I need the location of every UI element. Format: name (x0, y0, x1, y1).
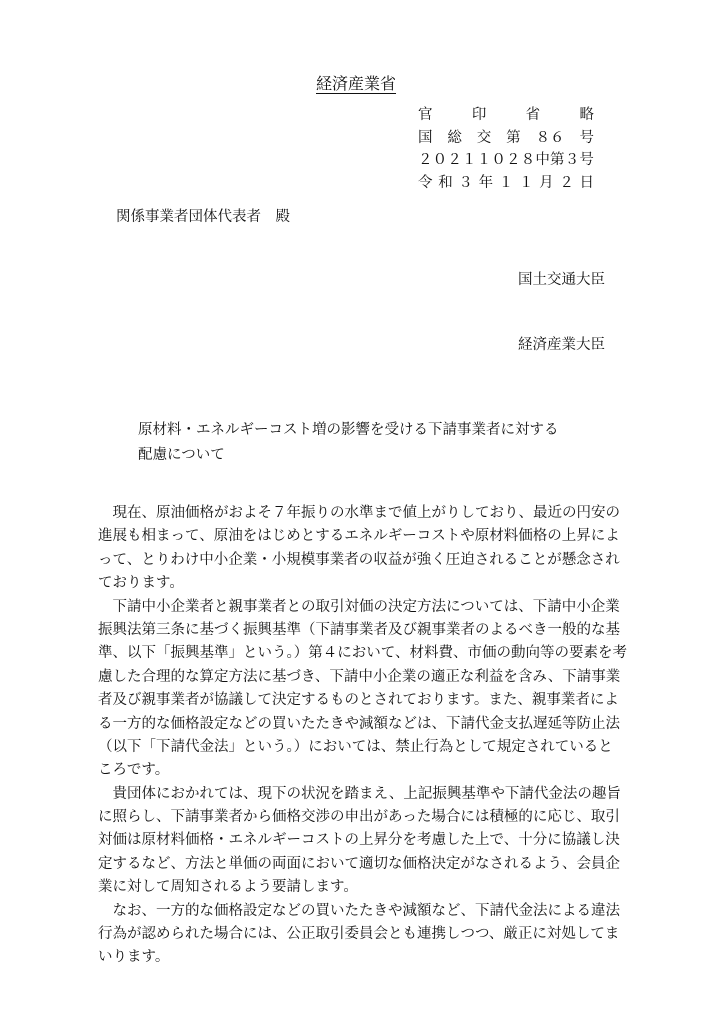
sender-meti-minister: 経済産業大臣 (518, 337, 605, 353)
sender-mlit-minister: 国土交通大臣 (518, 272, 605, 288)
doc-char: ８ (520, 152, 536, 168)
body-line: 準、以下「振興基準」という。）第４において、材料費、市価の動向等の要素を考 (98, 645, 627, 662)
doc-char: 官 (418, 107, 433, 123)
doc-char: 国 (418, 129, 433, 146)
doc-char: 和 (438, 174, 453, 191)
body-line: る一方的な価格設定などの買いたたきや減額などは、下請代金支払遅延等防止法 (98, 715, 620, 732)
doc-char: 第 (506, 129, 521, 146)
doc-char: １ (462, 152, 477, 168)
subject (138, 418, 618, 468)
doc-line-number (418, 127, 594, 150)
doc-char: ３ (458, 174, 473, 191)
body-line: 行為が認められた場合には、公正取引委員会とも連携しつつ、厳正に対処してま (98, 926, 620, 943)
body-line: 貴団体におかれては、現下の状況を踏まえ、上記振興基準や下請代金法の趣旨 (98, 785, 621, 802)
subject-line-1: 原材料・エネルギーコスト増の影響を受ける下請事業者に対する (138, 422, 559, 438)
body-line: 定するなど、方法と単価の両面において適切な価格決定がなされるよう、会員企 (98, 855, 620, 872)
body-line: 業に対して周知されるよう要請します。 (98, 879, 358, 896)
body-line: ております。 (98, 575, 184, 592)
doc-char: ３ (564, 152, 580, 168)
doc-line-seal-omitted (418, 104, 594, 127)
body-line: 者及び親事業者が協議して決定するものとされております。また、親事業者によ (98, 692, 619, 709)
document-info-block (418, 104, 594, 194)
body-line: 進展も相まって、原油をはじめとするエネルギーコストや原材料価格の上昇によ (98, 528, 620, 545)
doc-line-date (418, 172, 594, 195)
body-line: に照らし、下請事業者から価格交渉の申出があった場合には積極的に応じ、取引 (98, 809, 620, 826)
body-text (98, 502, 627, 970)
body-line: （以下「下請代金法」という。）においては、禁止行為として規定されていると (98, 738, 613, 755)
ministry-name: 経済産業省 (316, 74, 397, 93)
body-line: ころです。 (98, 762, 170, 779)
body-line: いります。 (98, 949, 170, 966)
doc-char: 号 (579, 152, 594, 168)
doc-char: ８６ (535, 129, 565, 146)
doc-char: ２ (506, 152, 521, 168)
doc-char: ２ (418, 152, 433, 168)
doc-char: １ (498, 174, 514, 191)
doc-char: １ (518, 174, 534, 191)
body-line: 下請中小企業者と親事業者との取引対価の決定方法については、下請中小企業 (98, 598, 620, 615)
body-line: 現在、原油価格がおよそ７年振りの水準まで値上がりしており、最近の円安の (98, 505, 620, 521)
body-line: なお、一方的な価格設定などの買いたたきや減額など、下請代金法による違法 (98, 902, 620, 919)
body-line: 振興法第三条に基づく振興基準（下請事業者及び親事業者のよるべき一般的な基 (98, 621, 620, 638)
doc-char: 日 (579, 174, 594, 191)
doc-char: １ (476, 152, 492, 168)
doc-char: ２ (559, 174, 574, 191)
doc-char: 総 (447, 129, 462, 146)
doc-char: 号 (579, 129, 594, 146)
body-line: 慮した合理的な算定方法に基づき、下請中小企業の適正な利益を含み、下請事業 (98, 668, 621, 685)
doc-char: 令 (418, 174, 433, 191)
body-line: って、とりわけ中小企業・小規模事業者の収益が強く圧迫されることが懸念され (98, 551, 620, 568)
doc-char: 月 (539, 174, 554, 191)
doc-char: ２ (447, 152, 462, 168)
subject-line-2: 配慮について (138, 447, 225, 463)
doc-char: ０ (432, 152, 448, 168)
recipient: 関係事業者団体代表者 殿 (116, 209, 290, 225)
body-line: 対価は原材料価格・エネルギーコストの上昇分を考慮した上で、十分に協議し決 (98, 832, 620, 849)
doc-char: 第 (550, 152, 565, 168)
doc-char: 印 (471, 107, 487, 123)
doc-char: 中 (535, 152, 550, 168)
doc-char: 年 (478, 174, 494, 191)
doc-char: 略 (579, 107, 594, 123)
doc-char: ０ (491, 152, 506, 168)
doc-char: 交 (476, 129, 492, 146)
doc-line-reference (418, 149, 594, 172)
doc-char: 省 (525, 107, 541, 123)
